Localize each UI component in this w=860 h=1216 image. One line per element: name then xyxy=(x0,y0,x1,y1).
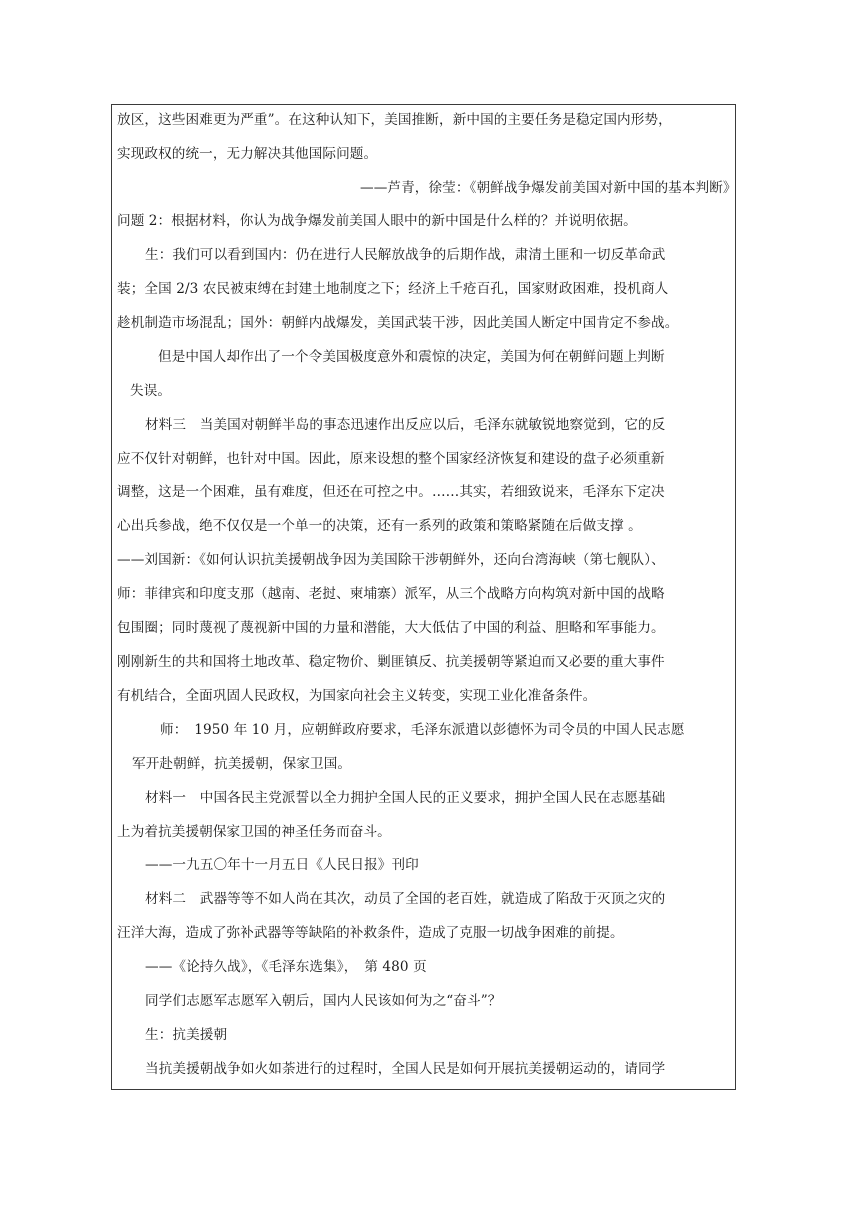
text-line: 汪洋大海，造成了弥补武器等等缺陷的补救条件，造成了克服一切战争困难的前提。 xyxy=(117,925,624,941)
question-line: 同学们志愿军志愿军入朝后，国内人民该如何为之“奋斗”？ xyxy=(145,993,502,1009)
text-line: 上为着抗美援朝保家卫国的神圣任务而奋斗。 xyxy=(117,824,391,840)
text-line: 失误。 xyxy=(130,383,172,399)
text-line: 军开赴朝鲜，抗美援朝，保家卫国。 xyxy=(132,756,352,772)
text-line: 趁机制造市场混乱；国外：朝鲜内战爆发，美国武装干涉，因此美国人断定中国肯定不参战。 xyxy=(117,315,679,331)
text-line: 应不仅针对朝鲜，也针对中国。因此，原来设想的整个国家经济恢复和建设的盘子必须重新 xyxy=(117,451,665,467)
text-line: 当抗美援朝战争如火如荼进行的过程时，全国人民是如何开展抗美援朝运动的，请同学 xyxy=(145,1061,666,1077)
text-line: 师：菲律宾和印度支那（越南、老挝、柬埔寨）派军，从三个战略方向构筑对新中国的战略 xyxy=(117,586,665,602)
citation-line: ——刘国新：《如何认识抗美援朝战争因为美国除干涉朝鲜外，还向台湾海峡（第七舰队）、 xyxy=(117,552,665,568)
text-line: 但是中国人却作出了一个令美国极度意外和震惊的决定，美国为何在朝鲜问题上判断 xyxy=(158,349,665,365)
citation-line: ——一九五〇年十一月五日《人民日报》刊印 xyxy=(145,857,419,873)
material-2-line: 材料二 武器等等不如人尚在其次，动员了全国的老百姓，就造成了陷敌于灭顶之灾的 xyxy=(145,891,666,907)
text-line: 包围圈；同时蔑视了蔑视新中国的力量和潜能，大大低估了中国的利益、胆略和军事能力。 xyxy=(117,620,665,636)
citation-line: ——芦青，徐莹：《朝鲜战争爆发前美国对新中国的基本判断》 xyxy=(360,180,737,196)
text-line: 放区，这些困难更为严重”。在这种认知下，美国推断，新中国的主要任务是稳定国内形势， xyxy=(117,112,672,128)
text-line: 调整，这是一个困难，虽有难度，但还在可控之中。……其实，若细致说来，毛泽东下定决 xyxy=(117,484,665,500)
material-3-line: 材料三 当美国对朝鲜半岛的事态迅速作出反应以后，毛泽东就敏锐地察觉到，它的反 xyxy=(145,417,666,433)
text-line: 有机结合，全面巩固人民政权，为国家向社会主义转变，实现工业化准备条件。 xyxy=(117,688,597,704)
student-line: 生：抗美援朝 xyxy=(145,1027,228,1043)
text-line: 实现政权的统一，无力解决其他国际问题。 xyxy=(117,146,378,162)
text-line: 刚刚新生的共和国将土地改革、稳定物价、剿匪镇反、抗美援朝等紧迫而又必要的重大事件 xyxy=(117,654,665,670)
text-line: 生：我们可以看到国内：仍在进行人民解放战争的后期作战，肃清土匪和一切反革命武 xyxy=(145,247,666,263)
citation-line: ——《论持久战》，《毛泽东选集》， 第 480 页 xyxy=(145,959,427,975)
teacher-line: 师： 1950 年 10 月，应朝鲜政府要求，毛泽东派遣以彭德怀为司令员的中国人民志愿 xyxy=(160,722,685,738)
text-line: 装；全国 2/3 农民被束缚在封建土地制度之下；经济上千疮百孔，国家财政困难，投机商人 xyxy=(117,281,669,297)
question-line: 问题 2：根据材料，你认为战争爆发前美国人眼中的新中国是什么样的？并说明依据。 xyxy=(117,213,637,229)
text-line: 心出兵参战，绝不仅仅是一个单一的决策，还有一系列的政策和策略紧随在后做支撑 。 xyxy=(117,518,642,534)
material-1-line: 材料一 中国各民主党派誓以全力拥护全国人民的正义要求，拥护全国人民在志愿基础 xyxy=(145,790,666,806)
